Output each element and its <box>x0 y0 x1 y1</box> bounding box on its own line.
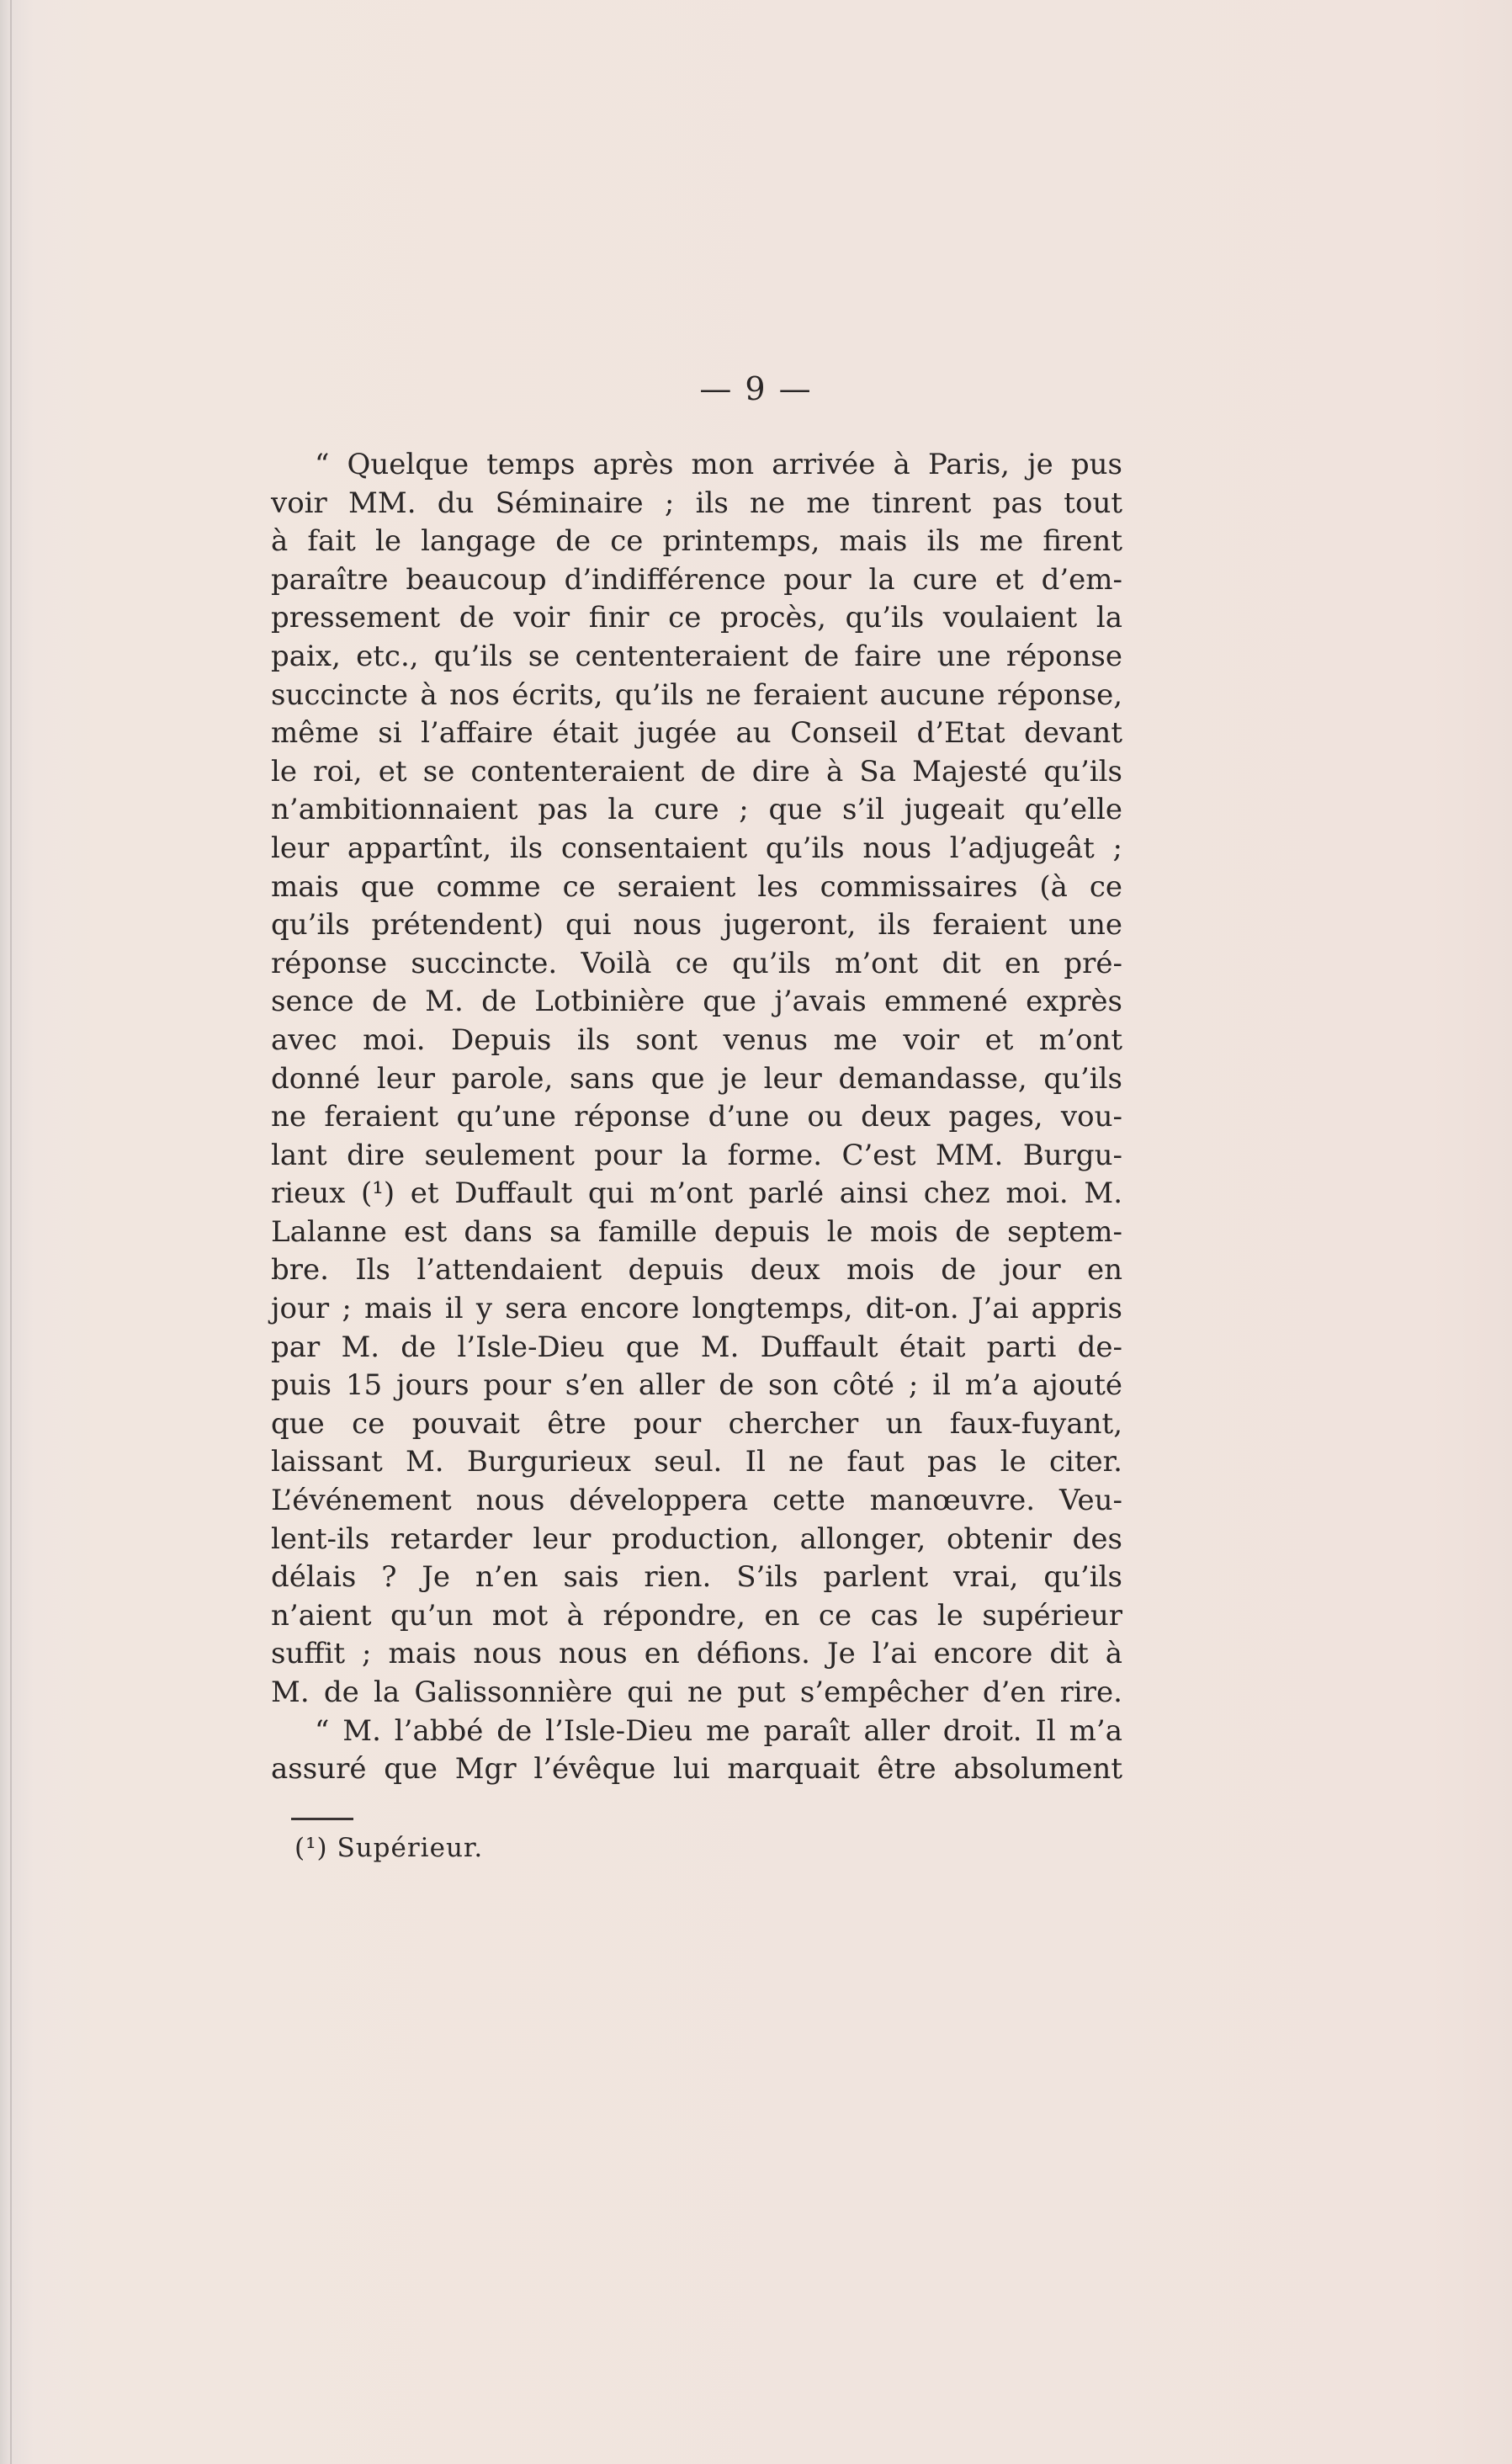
text-line: même si l’affaire était jugée au Conseil d’Etat devant <box>271 716 1122 751</box>
text-line: ne feraient qu’une réponse d’une ou deux pages, vou- <box>271 1100 1122 1134</box>
text-line: puis 15 jours pour s’en aller de son côté ; il m’a ajouté <box>271 1368 1122 1403</box>
text-line: “ Quelque temps après mon arrivée à Paris, je pus <box>315 448 1122 481</box>
text-line: jour ; mais il y sera encore longtemps, dit-on. J’ai appris <box>271 1292 1122 1326</box>
text-line: paraître beaucoup d’indifférence pour la cure et d’em- <box>271 562 1122 597</box>
text-line: laissant M. Burgurieux seul. Il ne faut pas le citer. <box>271 1445 1122 1479</box>
text-line: voir MM. du Séminaire ; ils ne me tinrent pas tout <box>271 486 1122 520</box>
text-line: paix, etc., qu’ils se cententeraient de faire une réponse <box>271 639 1122 673</box>
text-line: mais que comme ce seraient les commissaires (à ce <box>271 869 1122 904</box>
text-line: n’ambitionnaient pas la cure ; que s’il jugeait qu’elle <box>271 793 1122 827</box>
text-line: donné leur parole, sans que je leur demandasse, qu’ils <box>271 1061 1122 1096</box>
body-text <box>271 446 1122 1789</box>
text-line: L’événement nous développera cette manœuvre. Veu- <box>271 1484 1122 1518</box>
text-line: bre. Ils l’attendaient depuis deux mois de jour en <box>271 1253 1122 1288</box>
text-line: réponse succincte. Voilà ce qu’ils m’ont dit en pré- <box>271 946 1122 980</box>
text-line: que ce pouvait être pour chercher un faux-fuyant, <box>271 1406 1122 1441</box>
text-line: n’aient qu’un mot à répondre, en ce cas le supérieur <box>271 1598 1122 1633</box>
text-line: avec moi. Depuis ils sont venus me voir et m’ont <box>271 1022 1122 1057</box>
text-line: par M. de l’Isle-Dieu que M. Duffault était parti de- <box>271 1330 1122 1364</box>
text-line: rieux (¹) et Duffault qui m’ont parlé ainsi chez moi. M. <box>271 1176 1122 1211</box>
text-line: à fait le langage de ce printemps, mais ils me firent <box>271 524 1122 559</box>
text-line: “ M. l’abbé de l’Isle-Dieu me paraît aller droit. Il m’a <box>315 1713 1122 1748</box>
text-line: délais ? Je n’en sais rien. S’ils parlent vrai, qu’ils <box>271 1560 1122 1595</box>
text-line: leur appartînt, ils consentaient qu’ils nous l’adjugeât ; <box>271 831 1122 865</box>
text-line: pressement de voir finir ce procès, qu’ils voulaient la <box>271 601 1122 635</box>
text-line: qu’ils prétendent) qui nous jugeront, ils feraient une <box>271 908 1122 943</box>
footnote: (¹) Supérieur. <box>294 1833 484 1863</box>
text-line: succincte à nos écrits, qu’ils ne feraient aucune réponse, <box>271 677 1122 712</box>
text-line: lant dire seulement pour la forme. C’est MM. Burgu- <box>271 1138 1122 1172</box>
text-line: assuré que Mgr l’évêque lui marquait être absolument <box>271 1752 1122 1787</box>
text-line: suffit ; mais nous nous en défions. Je l’ai encore dit à <box>271 1637 1122 1671</box>
text-line: le roi, et se contenteraient de dire à Sa Majesté qu’ils <box>271 754 1122 789</box>
page-number: — 9 — <box>699 370 813 407</box>
text-line: M. de la Galissonnière qui ne put s’empêcher d’en rire. <box>271 1675 1122 1709</box>
text-line: sence de M. de Lotbinière que j’avais emmené exprès <box>271 985 1122 1019</box>
text-line: Lalanne est dans sa famille depuis le mois de septem- <box>271 1214 1122 1249</box>
footnote-divider <box>291 1818 353 1820</box>
text-line: lent-ils retarder leur production, allonger, obtenir des <box>271 1521 1122 1556</box>
